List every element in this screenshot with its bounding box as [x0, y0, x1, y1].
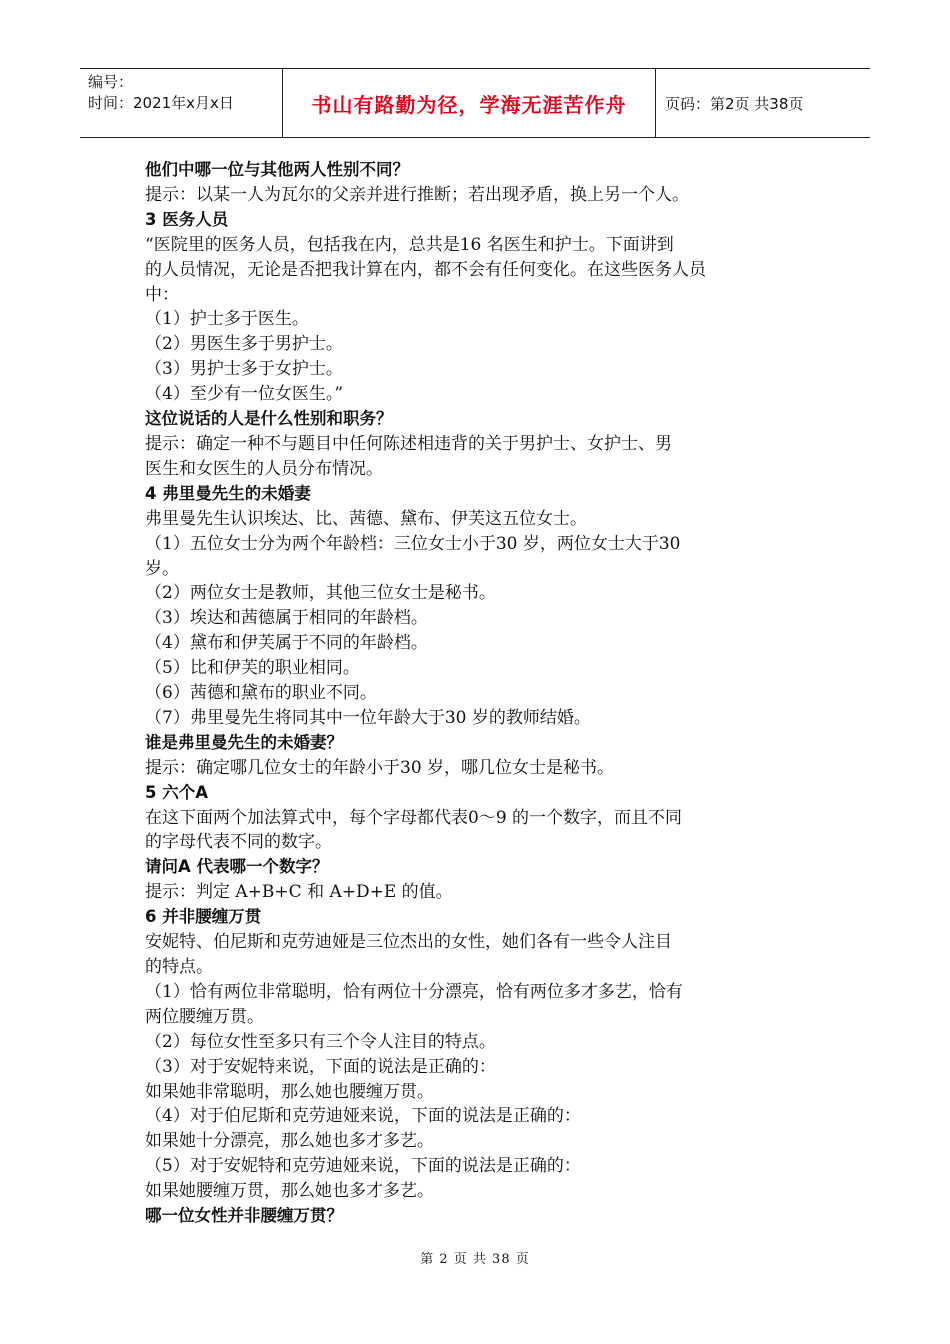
body-line: （3）男护士多于女护士。 — [145, 359, 343, 380]
body-line: 如果她十分漂亮，那么她也多才多艺。 — [145, 1131, 434, 1152]
body-line: （5）对于安妮特和克劳迪娅来说，下面的说法是正确的： — [145, 1156, 581, 1177]
body-line: 的人员情况，无论是否把我计算在内，都不会有任何变化。在这些医务人员 — [145, 259, 706, 280]
document-number-label: 编号： — [88, 73, 134, 91]
body-line: （1）护士多于医生。 — [145, 309, 309, 330]
body-line: 中： — [145, 284, 179, 305]
body-line: 在这下面两个加法算式中，每个字母都代表0～9 的一个数字，而且不同 — [145, 807, 683, 828]
body-line: （7）弗里曼先生将同其中一位年龄大于30 岁的教师结婚。 — [145, 707, 591, 728]
section-heading: 请问A 代表哪一个数字？ — [145, 857, 329, 877]
body-line: （3）对于安妮特来说，下面的说法是正确的： — [145, 1056, 496, 1077]
section-heading: 他们中哪一位与其他两人性别不同？ — [145, 160, 409, 179]
document-body — [145, 158, 785, 1229]
section-heading: 5 六个A — [145, 782, 208, 802]
body-line: 提示：确定一种不与题目中任何陈述相违背的关于男护士、女护士、男 — [145, 433, 672, 454]
body-line: 弗里曼先生认识埃达、比、茜德、黛布、伊芙这五位女士。 — [145, 508, 587, 529]
section-heading: 3 医务人员 — [145, 209, 229, 229]
body-line: （1）五位女士分为两个年龄档：三位女士小于30 岁，两位女士大于30 — [145, 533, 681, 554]
body-line: 提示：以某一人为瓦尔的父亲并进行推断；若出现矛盾，换上另一个人。 — [145, 184, 689, 205]
section-heading: 哪一位女性并非腰缠万贯？ — [145, 1206, 343, 1226]
body-line: 安妮特、伯尼斯和克劳迪娅是三位杰出的女性，她们各有一些令人注目 — [145, 932, 672, 953]
body-line: 提示：判定 A+B+C 和 A+D+E 的值。 — [145, 882, 453, 903]
body-line: （2）男医生多于男护士。 — [145, 334, 343, 355]
document-date-label: 时间：2021年x月x日 — [88, 94, 234, 112]
body-line: （6）茜德和黛布的职业不同。 — [145, 683, 377, 704]
body-line: 岁。 — [145, 558, 179, 579]
section-heading: 谁是弗里曼先生的未婚妻？ — [145, 732, 343, 752]
header-motto-cell — [282, 69, 656, 137]
header-meta — [80, 69, 282, 137]
section-heading: 4 弗里曼先生的未婚妻 — [145, 483, 311, 503]
header-page-label: 页码：第2页 共38页 — [665, 94, 804, 113]
header-page-cell — [656, 69, 870, 137]
body-line: （5）比和伊芙的职业相同。 — [145, 658, 360, 679]
section-heading: 6 并非腰缠万贯 — [145, 907, 262, 927]
body-line: 的字母代表不同的数字。 — [145, 832, 332, 853]
section-heading: 这位说话的人是什么性别和职务？ — [145, 409, 393, 429]
body-line: （3）埃达和茜德属于相同的年龄档。 — [145, 608, 428, 629]
header-motto: 书山有路勤为径，学海无涯苦作舟 — [311, 92, 627, 117]
body-line: 如果她腰缠万贯，那么她也多才多艺。 — [145, 1181, 434, 1202]
body-line: （4）对于伯尼斯和克劳迪娅来说，下面的说法是正确的： — [145, 1106, 581, 1127]
page-header — [80, 68, 870, 138]
body-line: （2）两位女士是教师，其他三位女士是秘书。 — [145, 583, 496, 604]
body-line: （4）至少有一位女医生。” — [145, 384, 344, 405]
body-line: 的特点。 — [145, 957, 213, 977]
body-line: 如果她非常聪明，那么她也腰缠万贯。 — [145, 1081, 434, 1102]
body-line: 两位腰缠万贯。 — [145, 1006, 264, 1027]
body-line: （1）恰有两位非常聪明，恰有两位十分漂亮，恰有两位多才多艺，恰有 — [145, 981, 683, 1002]
body-line: 医生和女医生的人员分布情况。 — [145, 458, 383, 479]
body-line: （4）黛布和伊芙属于不同的年龄档。 — [145, 633, 428, 654]
body-line: “医院里的医务人员，包括我在内，总共是16 名医生和护士。下面讲到 — [145, 234, 674, 255]
page-footer: 第 2 页 共 38 页 — [420, 1252, 530, 1267]
body-line: （2）每位女性至多只有三个令人注目的特点。 — [145, 1031, 496, 1052]
body-line: 提示：确定哪几位女士的年龄小于30 岁，哪几位女士是秘书。 — [145, 757, 615, 778]
